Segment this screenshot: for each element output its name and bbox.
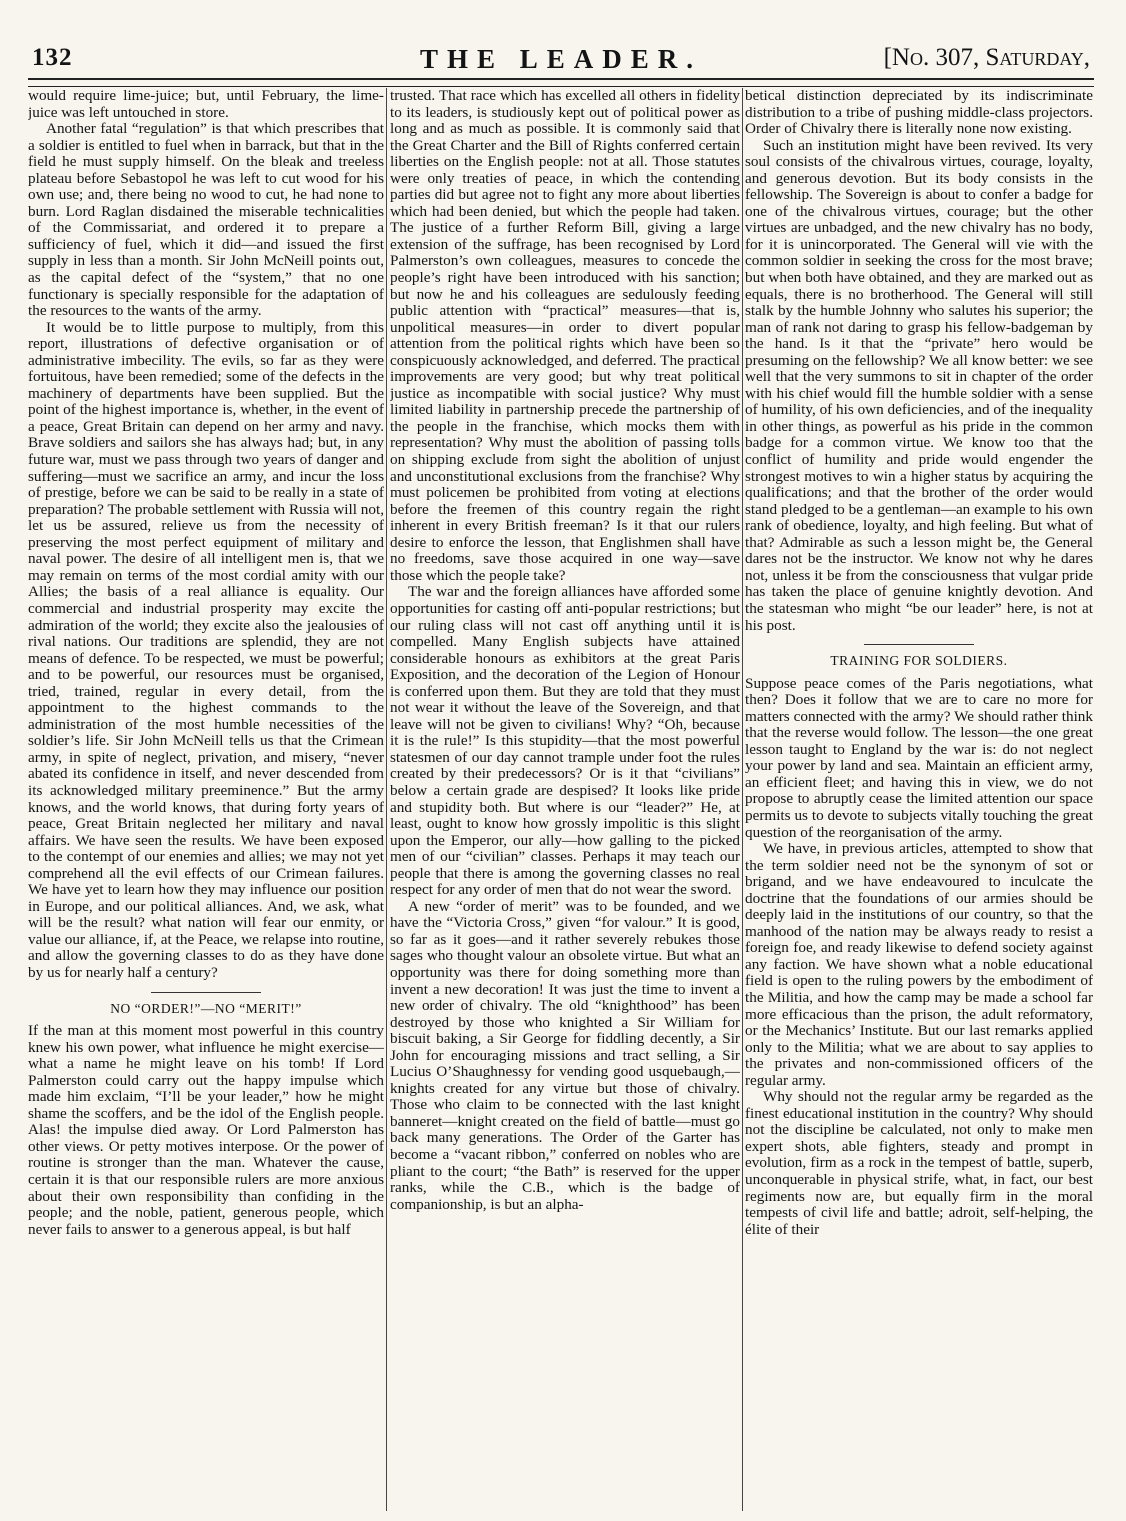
- page-number: 132: [32, 44, 73, 71]
- column-1: [28, 88, 384, 1511]
- article-heading-training: [745, 644, 1093, 670]
- paragraph: We have, in previous articles, attempted to show that the term soldier need not be the synonym of sot or brigand, and we have endeavoured to inculcate the doctrine that the foundations of our armies should be deeply laid in the institutions of our country, so that the manhood of the nation may be always ready to resist a foreign foe, and ready likewise to defend society against any faction. We have shown what a noble educational field is open to the ruling powers by the embodiment of the Militia, and how the camp may be made a school far more efficacious than the prison, the adult reformatory, or the Mechanics’ Institute. But our last remarks applied only to the Militia; what we are about to say applies to the privates and non-commissioned officers of the regular army.: [745, 840, 1093, 1089]
- column-3: [745, 88, 1093, 1511]
- paragraph: trusted. That race which has excelled all others in fidelity to its leaders, is studiously kept out of political power as long and as much as possible. It is commonly said that the Great Charter and the Bill of Rights conferred certain liberties on the English people: not at all. Those statutes were only treaties of peace, in which the contending parties did but agree not to fight any more about liberties which had been denied, but which the people had taken. The justice of a further Reform Bill, giving a large extension of the suffrage, has been recognised by Lord Palmerston’s own colleagues, measures to concede the people’s right have been introduced with his sanction; but now he and his colleagues are sedulously feeding public attention with “practical” measures—that is, unpolitical measures—in order to divert popular attention from the political rights which have been so conspicuously acknowledged, and deferred. The practical improvements are very good; but why treat political justice as incompatible with social justice? Why must limited liability in partnership precede the partnership of the people in the franchise, which mocks them with representation? Why must the abolition of passing tolls on shipping exclude from sight the abolition of unjust and unconstitutional exclusions from the franchise? Why must policemen be prohibited from voting at elections before the freemen of this country regain the right inherent in every British freeman? Is it that our rulers desire to enforce the lesson, that Englishmen shall have no freedoms, save those acquired in one way—save those which the people take?: [390, 88, 740, 584]
- header-rule: [28, 78, 1094, 87]
- paragraph: Suppose peace comes of the Paris negotiations, what then? Does it follow that we are to care no more for matters connected with the army? We should rather think that the reverse would follow. The lesson—the one great lesson taught to England by the war is: do not neglect your power by land and sea. Maintain an efficient army, an efficient fleet; and having this in view, we do not propose to abruptly cease the limited attention our space permits us to devote to subjects vitally touching the great question of the reorganisation of the army.: [745, 674, 1093, 841]
- column-rule-2: [742, 88, 743, 1511]
- heading-text: TRAINING FOR SOLDIERS.: [830, 653, 1008, 669]
- masthead-title: THE LEADER.: [419, 44, 703, 74]
- heading-rule: [864, 644, 974, 645]
- paragraph: betical distinction depreciated by its indiscriminate distribution to a tribe of pushing middle-class projectors. Order of Chivalry there is literally none now existing.: [745, 88, 1093, 138]
- heading-text: NO “ORDER!”—NO “MERIT!”: [110, 1000, 302, 1016]
- heading-rule: [151, 992, 261, 993]
- paragraph: Another fatal “regulation” is that which prescribes that a soldier is entitled to fuel when in barrack, but that in the field he must supply himself. On the bleak and treeless plateau before Sebastopol he was left to cut wood for his own use; and, there being no wood to cut, he had none to burn. Lord Raglan disdained the miserable technicalities of the Commissariat, and ordered it to prepare a sufficiency of fuel, which it did—and issued the first supply in less than a month. Sir John McNeill points out, as the capital defect of the “system,” that no one functionary is specially responsible for the adaptation of the resources to the wants of the army.: [28, 120, 384, 320]
- paragraph: A new “order of merit” was to be founded, and we have the “Victoria Cross,” given “for valour.” It is good, so far as it goes—and it rather severely rebukes those sages who thought valour an obsolete virtue. But what an opportunity was there for doing something more than invent a new decoration! It was just the time to invent a new order of chivalry. The old “knighthood” has been destroyed by those who knighted a Sir William for biscuit baking, a Sir George for fiddling decently, a Sir John for encouraging missions and tract selling, a Sir Lucius O’Shaughnessy for vending good usquebaugh,—knights created for any virtue but those of chivalry. Those who claim to be connected with the last knight banneret—knight created on the field of battle—must go back many generations. The Order of the Garter has become a “vacant ribbon,” conferred on nobles who are pliant to the court; “the Bath” is reserved for the upper ranks, while the C.B., which is the badge of companionship, is but an alpha-: [390, 897, 740, 1213]
- paragraph: It would be to little purpose to multiply, from this report, illustrations of defective organisation or of administrative imbecility. The evils, so far as they were fortuitous, have been remedied; some of the defects in the machinery of departments have been supplied. But the point of the highest importance is, whether, in the event of a peace, Great Britain can depend on her army and navy. Brave soldiers and sailors she has always had; but, in any future war, must we pass through two years of danger and suffering—must we sacrifice an army, and incur the loss of prestige, before we can be said to be really in a state of preparation? The probable settlement with Russia will not, let us be assured, relieve us from the necessity of preserving the most perfect equipment of military and naval power. The desire of all intelligent men is, that we may remain on terms of the most cordial amity with our Allies; the basis of a real alliance is equality. Our commercial and industrial prosperity may excite the admiration of the world; they excite also the jealousies of rival nations. Our traditions are splendid, they are not means of defence. To be respected, we must be powerful; and to be powerful, our resources must be organised, tried, trained, regular in every detail, from the appointment to the highest commands to the administration of the most humble necessities of the soldier’s life. Sir John McNeill tells us that the Crimean army, in spite of neglect, privation, and misery, “never abated its confidence in itself, and never descended from its acknowledged military preeminence.” But the army knows, and the world knows, that during forty years of peace, Great Britain neglected her military and naval affairs. We have seen the results. We have been exposed to the contempt of our enemies and allies; we may not yet comprehend all the evil effects of our Crimean failures. We have yet to learn how they may influence our position in Europe, and our political alliances. And, we ask, what will be the result? what nation will fear our enmity, or value our alliance, if, at the Peace, we relapse into routine, and allow the governing classes to do as they have done by us for nearly half a century?: [28, 318, 384, 981]
- page-header: [28, 40, 1094, 76]
- article-heading-no-order: [28, 992, 384, 1018]
- paragraph: Such an institution might have been revived. Its very soul consists of the chivalrous virtues, courage, loyalty, and generous devotion. But its body consists in the fellowship. The Sovereign is about to confer a badge for one of the chivalrous virtues, courage; but the other virtues are unbadged, and the new chivalry has no body, for it is unincorporated. The General will vie with the common soldier in seeking the cross for the most brave; but when both have obtained, and they are marked out as equals, there is no brotherhood. The General will still stalk by the humble Johnny who salutes his superior; the man of rank not daring to grasp his fellow-badgeman by the hand. Is it that the “private” hero would be presuming on the fellowship? We all know better: we see well that the very summons to sit in chapter of the order with his chief would fill the humble soldier with a sense of humility, of his own deficiencies, and of the inequality in other things, as powerful as his pride in the common badge for a common virtue. We know too that the conflict of humility and pride would engender the strongest motives to win a higher status by acquiring the qualifications; and that the brother of the order would stand pledged to be a gentleman—an example to his own rank of obedience, loyalty, and high feeling. But what of that? Admirable as such a lesson might be, the General dares not be the instructor. We know not why he dares not, unless it be from the consciousness that vulgar pride has taken the place of genuine knightly devotion. And the statesman who might “be our leader” here, is not at his post.: [745, 136, 1093, 634]
- column-2: [390, 88, 740, 1511]
- paragraph: would require lime-juice; but, until February, the lime-juice was left untouched in store.: [28, 88, 384, 121]
- paragraph: Why should not the regular army be regarded as the finest educational institution in the country? Why should not the discipline be calculated, not only to make men expert shots, able fighters, steady and prompt in evolution, firm as a rock in the tempest of battle, superb, unconquerable in physical strife, what, in fact, our best regiments now are, but equally firm in the moral tempests of civil life and battle; adroit, self-helping, the élite of their: [745, 1088, 1093, 1238]
- paragraph: If the man at this moment most powerful in this country knew his own power, what influence he might exercise—what a name he might leave on his tomb! If Lord Palmerston could carry out the happy impulse which made him exclaim, “I’ll be your leader,” how he might shame the scoffers, and be the idol of the English people. Alas! the impulse died away. Or Lord Palmerston has other views. Or petty motives interpose. Or the power of routine is stronger than the man. Whatever the cause, certain it is that our responsible rulers are more anxious about their own responsibility than confiding in the people; and the noble, patient, generous people, which never fails to answer to a generous appeal, is but half: [28, 1022, 384, 1238]
- paragraph: The war and the foreign alliances have afforded some opportunities for casting off anti-popular restrictions; but our ruling class will not cast off anything until it is compelled. Many English subjects have attained considerable honours as exhibitors at the great Paris Exposition, and the decoration of the Legion of Honour is conferred upon them. But they are told that they must not wear it without the leave of the Sovereign, and that leave will not be given to civilians! Why? “Oh, because it is the rule!” Is this stupidity—that the most powerful statesmen of our day cannot trample under foot the rules created by their predecessors? Or is it that “civilians” below a certain grade are despised? It looks like pride and stupidity both. But where is our “leader?” He, at least, ought to know how grossly impolitic is this slight upon the Emperor, our ally—how galling to the picked men of our “civilian” classes. Perhaps it may teach our people that there is among the governing classes no real respect for any order of men that do not wear the sword.: [390, 583, 740, 899]
- issue-label: [No. 307, Saturday,: [883, 44, 1090, 71]
- column-rule-1: [386, 88, 387, 1511]
